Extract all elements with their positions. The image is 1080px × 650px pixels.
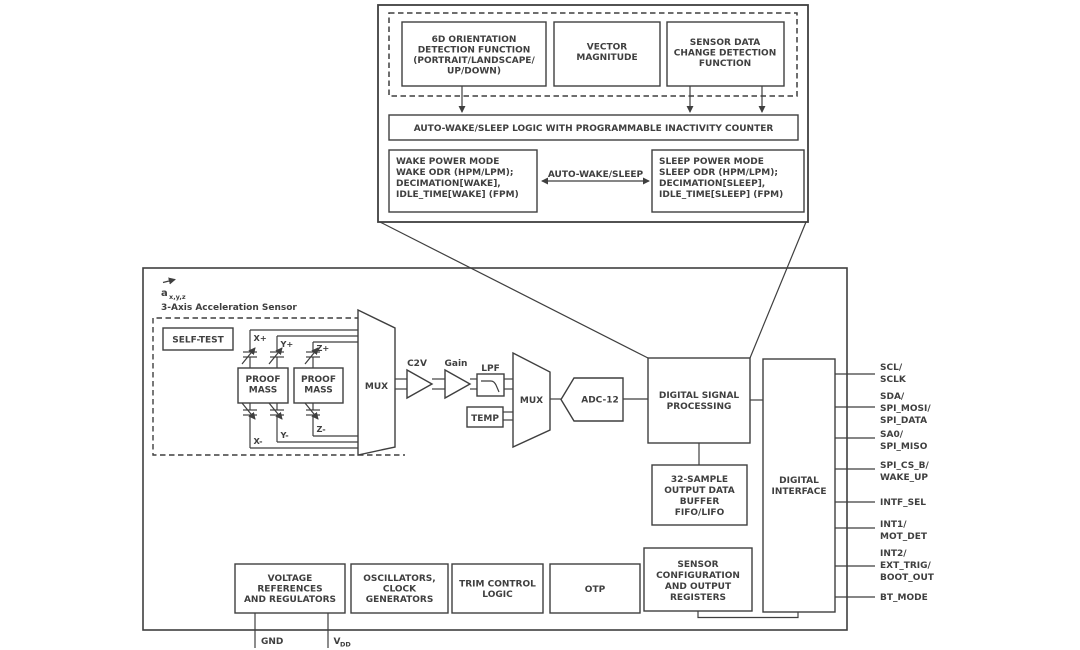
vdd-label-sub: DD: [340, 640, 351, 649]
vref-label: VOLTAGE REFERENCES AND REGULATORS: [243, 574, 337, 605]
otp-label: OTP: [584, 585, 606, 595]
adc12-label: ADC-12: [581, 395, 619, 406]
mux2-label: MUX: [519, 396, 544, 406]
proof-mass-xy-label: PROOF MASS: [245, 375, 281, 396]
electrode-zm-label: Z-: [316, 424, 326, 434]
digital-interface-label: DIGITAL INTERFACE: [771, 476, 827, 497]
pin-label-sda: SDA/ SPI_MOSI/ SPI_DATA: [880, 392, 931, 426]
vector-arrow-icon: [163, 280, 175, 283]
aws-arrow-label: AUTO-WAKE/SLEEP: [547, 170, 644, 180]
pin-label-sa0: SA0/ SPI_MISO: [880, 430, 928, 452]
lpf-label: LPF: [481, 364, 500, 374]
gain-label: Gain: [444, 359, 468, 369]
electrode-zp-label: Z+: [316, 343, 330, 353]
aws-logic-label: AUTO-WAKE/SLEEP LOGIC WITH PROGRAMMABLE INACTIVITY COUNTER: [413, 124, 774, 134]
pin-label-bt-mode: BT_MODE: [880, 593, 928, 603]
accel-symbol-sub: x,y,z: [169, 293, 186, 301]
fifo-buffer-label: 32-SAMPLE OUTPUT DATA BUFFER FIFO/LIFO: [664, 475, 735, 518]
self-test-label: SELF-TEST: [172, 335, 224, 346]
dsp-label: DIGITAL SIGNAL PROCESSING: [658, 391, 740, 412]
sensor-config-label: SENSOR CONFIGURATION AND OUTPUT REGISTERS: [656, 560, 740, 603]
electrode-yp-label: Y+: [280, 339, 294, 349]
pin-label-int2: INT2/ EXT_TRIG/ BOOT_OUT: [880, 549, 934, 583]
proof-mass-z-label: PROOF MASS: [301, 375, 336, 396]
osc-label: OSCILLATORS, CLOCK GENERATORS: [363, 574, 436, 605]
pin-label-scl: SCL/ SCLK: [880, 363, 906, 385]
pin-wires: [835, 374, 875, 597]
c2v-label: C2V: [407, 359, 427, 369]
electrode-xm-label: X-: [253, 436, 263, 446]
c2v-amp-icon: [407, 370, 432, 398]
vdd-label: V: [333, 637, 341, 647]
trim-label: TRIM CONTROL LOGIC: [459, 579, 536, 600]
gain-amp-icon: [445, 370, 470, 398]
electrode-xp-label: X+: [253, 333, 267, 343]
vector-magnitude-label: VECTOR MAGNITUDE: [576, 42, 638, 63]
accel-symbol: a: [161, 288, 168, 299]
sensor-title: 3-Axis Acceleration Sensor: [161, 303, 297, 313]
callout-line-left: [380, 222, 648, 358]
wake-mode-label: WAKE POWER MODE WAKE ODR (HPM/LPM); DECIMATION[WAKE], IDLE_TIME[WAKE] (FPM): [396, 157, 519, 200]
pin-label-int1: INT1/ MOT_DET: [880, 520, 928, 542]
electrode-ym-label: Y-: [280, 430, 289, 440]
pin-label-spi-cs: SPI_CS_B/ WAKE_UP: [880, 461, 929, 483]
sensor-data-change-label: SENSOR DATA CHANGE DETECTION FUNCTION: [673, 38, 777, 69]
gnd-label: GND: [261, 637, 284, 647]
6d-orientation-label: 6D ORIENTATION DETECTION FUNCTION (PORTRAIT/LANDSCAPE/ UP/DOWN): [413, 35, 535, 77]
temp-label: TEMP: [471, 414, 499, 424]
sleep-mode-label: SLEEP POWER MODE SLEEP ODR (HPM/LPM); DECIMATION[SLEEP], IDLE_TIME[SLEEP] (FPM): [659, 157, 784, 200]
pin-label-intf-sel: INTF_SEL: [880, 498, 927, 508]
mux1-label: MUX: [364, 382, 389, 392]
callout-line-right: [750, 222, 806, 358]
lpf-box: [477, 374, 504, 396]
